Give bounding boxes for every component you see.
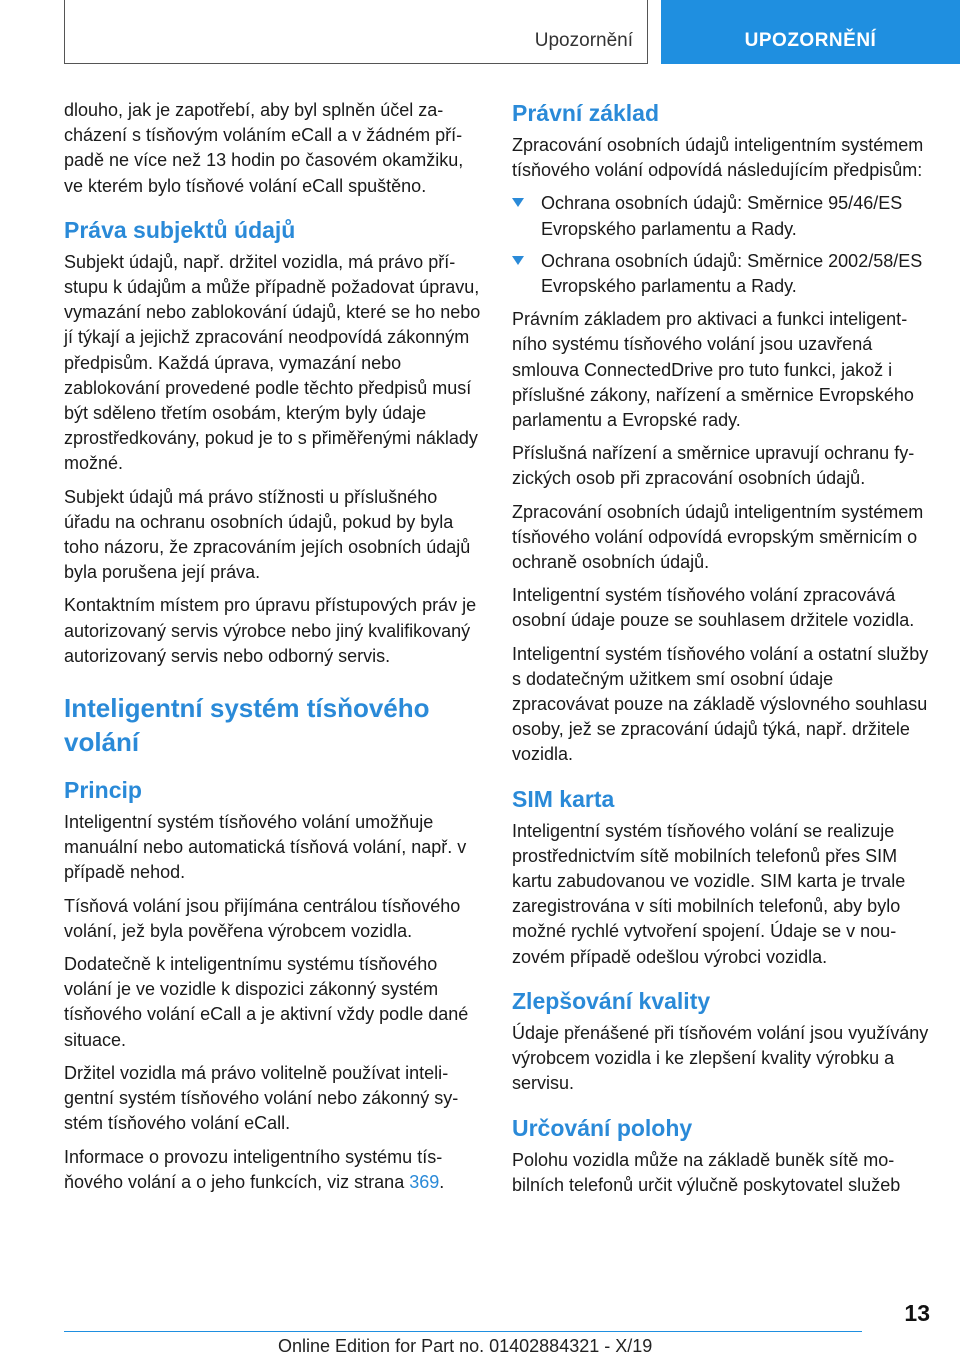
page-number: 13 xyxy=(904,1300,930,1326)
paragraph-rights-contact: Kontaktním místem pro úpravu přístupových práv je autorizovaný servis výrobce nebo jiný kvalifikovaný autorizovaný servis nebo odborný servis. xyxy=(64,595,477,666)
heading-sim-card: SIM karta xyxy=(512,785,615,812)
page-reference-link[interactable]: 369 xyxy=(409,1171,440,1192)
list-item xyxy=(512,191,930,241)
heading-data-subject-rights: Práva subjektů údajů xyxy=(64,216,296,243)
paragraph-principle-5-end: . xyxy=(439,1171,445,1192)
paragraph-legal-basis: Právním základem pro aktivaci a funkci inteligentního systému tísňového volání jsou uzavřená smlouva ConnectedDrive pro tuto funkci, jakož i příslušné zákony, nařízení a směrnice Evropského parlamentu a Evropské rady. xyxy=(512,309,914,431)
bullet-text: Ochrana osobních údajů: Směrnice 2002/58/ES Evropského parlamentu a Rady. xyxy=(541,250,923,297)
paragraph-legal-protection: Příslušná nařízení a směrnice upravují ochranu fyzických osob při zpracování osobních údajů. xyxy=(512,443,915,489)
paragraph-sim-card: Inteligentní systém tísňového volání se realizuje prostřednictvím sítě mobilních telefonů přes SIM kartu zabudovanou ve vozidle. SIM karta je trvale zaregistrována v síti mobilních telefonů, aby bylo možné rychlé vytvoření spojení. Údaje se v nouzovém případě odešlou výrobci vozidla. xyxy=(512,820,906,967)
header-chapter-tab xyxy=(661,0,960,64)
paragraph-principle-5-text: Informace o provozu inteligentního systému tísňového volání a o jeho funkcích, viz strana xyxy=(64,1146,443,1192)
paragraph-legal-consent: Inteligentní systém tísňového volání zpracovává osobní údaje pouze se souhlasem držitele vozidla. xyxy=(512,585,915,631)
list-item xyxy=(512,249,930,299)
header-section-label: Upozornění xyxy=(534,30,633,51)
bullet-list-regulations xyxy=(512,191,930,299)
paragraph-ecall-retention: dlouho, jak je zapotřebí, aby byl splněn účel zacházení s tísňovým voláním eCall a v žádném případě ne více než 13 hodin po časovém okamžiku, ve kterém bylo tísňové volání eCall spuštěno. xyxy=(64,100,464,196)
heading-legal-basis: Právní základ xyxy=(512,100,660,126)
footer-divider xyxy=(64,1331,862,1332)
bullet-text: Ochrana osobních údajů: Směrnice 95/46/ES Evropského parlamentu a Rady. xyxy=(541,193,903,239)
paragraph-rights-complaint: Subjekt údajů má právo stížnosti u příslušného úřadu na ochranu osobních údajů, pokud by byla toho názoru, že zpracováním jejích osobních údajů byla porušena její práva. xyxy=(64,486,471,583)
heading-location: Určování polohy xyxy=(512,1114,693,1141)
header-chapter-label: UPOZORNĚNÍ xyxy=(744,30,877,51)
paragraph-principle-1: Inteligentní systém tísňového volání umožňuje manuální nebo automatická tísňová volání, např. v případě nehod. xyxy=(64,812,467,883)
header-section-box xyxy=(64,0,648,64)
triangle-bullet-icon xyxy=(512,198,524,207)
paragraph-location: Polohu vozidla může na základě buněk sítě mobilních telefonů určit výlučně poskytovatel služeb xyxy=(512,1149,901,1195)
paragraph-quality: Údaje přenášené při tísňovém volání jsou využívány výrobcem vozidla i ke zlepšení kvality výrobku a servisu. xyxy=(512,1022,929,1094)
paragraph-principle-4: Držitel vozidla má právo volitelně používat inteligentní systém tísňového volání nebo zákonný systém tísňového volání eCall. xyxy=(64,1062,459,1134)
paragraph-legal-directives: Zpracování osobních údajů inteligentním systémem tísňového volání odpovídá evropským směrnicím o ochraně osobních údajů. xyxy=(512,501,924,573)
paragraph-legal-intro: Zpracování osobních údajů inteligentním systémem tísňového volání odpovídá následujícím předpisům: xyxy=(512,135,924,181)
triangle-bullet-icon xyxy=(512,256,524,265)
heading-quality-improvement: Zlepšování kvality xyxy=(512,987,711,1014)
paragraph-rights-access: Subjekt údajů, např. držitel vozidla, má právo přístupu k údajům a může případně požadovat úpravu, vymazání nebo zablokování údajů, které se ho nebo jí týkají a jejichž zpracování neodpovídá zákonným předpisům. Každá úprava, vymazání nebo zablokování provedené podle těchto předpisů musí být sděleno třetím osobám, kterým byly údaje zprostředkovány, pokud je to s přiměřenými náklady možné. xyxy=(64,251,481,474)
paragraph-principle-5 xyxy=(64,1145,482,1195)
left-column xyxy=(64,98,482,1203)
heading-principle: Princip xyxy=(64,777,142,804)
paragraph-legal-services: Inteligentní systém tísňového volání a ostatní služby s dodatečným užitkem smí osobní údaje zpracovávat pouze na základě výslovného souhlasu osoby, jež se zpracování údajů týká, např. držitele vozidla. xyxy=(512,643,929,765)
paragraph-principle-2: Tísňová volání jsou přijímána centrálou tísňového volání, jež byla pověřena výrobcem vozidla. xyxy=(64,895,461,941)
right-column xyxy=(512,98,930,1206)
footer-edition-text: Online Edition for Part no. 01402884321 - X/19 xyxy=(278,1336,653,1356)
heading-intelligent-emergency-call: Inteligentní systém tísňového volání xyxy=(64,693,430,758)
paragraph-principle-3: Dodatečně k inteligentnímu systému tísňového volání je ve vozidle k dispozici zákonný systém tísňového volání eCall a je aktivní vždy podle dané situace. xyxy=(64,954,469,1050)
